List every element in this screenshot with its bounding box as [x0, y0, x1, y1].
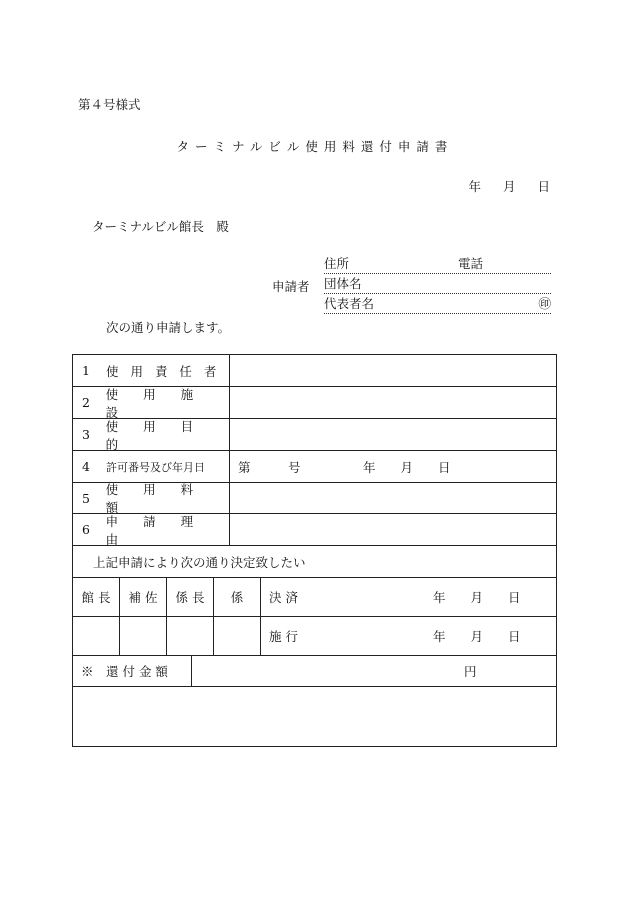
- stamp-box-staff[interactable]: [214, 617, 261, 655]
- row-value[interactable]: [230, 419, 556, 450]
- phone-label: 電話: [458, 256, 484, 271]
- intro-text: 次の通り申請します。: [106, 320, 231, 335]
- row-label: 使 用 施 設: [105, 386, 219, 420]
- row-value[interactable]: [230, 514, 556, 545]
- execution-label: 施 行: [269, 629, 298, 644]
- organization-label: 団体名: [324, 276, 362, 291]
- table-row: [73, 514, 556, 546]
- decision-text: 上記申請により次の通り決定致したい: [93, 554, 306, 570]
- row-value[interactable]: [230, 355, 556, 386]
- row-label-cell: [73, 514, 230, 545]
- application-table: [72, 354, 557, 747]
- row-label: 使 用 責 任 者: [106, 363, 221, 379]
- refund-amount-field[interactable]: [192, 656, 556, 686]
- row-label-cell: [73, 419, 230, 450]
- row-label: 申 請 理 由: [105, 513, 219, 547]
- row-value[interactable]: 第 号 年 月 日: [238, 459, 451, 475]
- row-number: 2: [82, 395, 90, 410]
- row-number: 6: [82, 522, 90, 537]
- address-field[interactable]: [324, 255, 551, 274]
- row-label: 使 用 料 額: [105, 482, 219, 515]
- row-label-cell: [73, 355, 230, 386]
- execution-date[interactable]: 年 月 日: [433, 629, 521, 644]
- form-title: ターミナルビル使用料還付申請書: [176, 139, 454, 154]
- table-row: [73, 483, 556, 514]
- table-row: [73, 451, 556, 483]
- row-value[interactable]: [230, 483, 556, 513]
- approval-header-row: [73, 578, 556, 617]
- representative-field[interactable]: [324, 295, 551, 314]
- form-number: 第４号様式: [78, 97, 141, 112]
- remarks-area[interactable]: [73, 687, 556, 746]
- address-label: 住所: [324, 256, 350, 271]
- applicant-label: 申請者: [272, 279, 310, 294]
- row-number: 3: [82, 427, 90, 442]
- approver-assistant: 補 佐: [120, 578, 167, 616]
- stamp-box-director[interactable]: [73, 617, 120, 655]
- row-label-cell: [73, 451, 230, 482]
- seal-mark: ㊞: [538, 296, 551, 311]
- settlement-cell: [261, 578, 556, 616]
- settlement-date[interactable]: 年 月 日: [433, 590, 521, 605]
- approver-chief: 係 長: [167, 578, 214, 616]
- yen-label: 円: [464, 664, 477, 679]
- stamp-box-chief[interactable]: [167, 617, 214, 655]
- row-value[interactable]: [230, 387, 556, 418]
- table-row: [73, 419, 556, 451]
- stamp-box-assistant[interactable]: [120, 617, 167, 655]
- application-date: 年 月 日: [468, 179, 550, 194]
- row-label: 使 用 目 的: [105, 418, 219, 452]
- approver-staff: 係: [214, 578, 261, 616]
- row-label-cell: [73, 387, 230, 418]
- decision-row: [73, 546, 556, 578]
- row-number: 4: [82, 459, 90, 474]
- settlement-label: 決 済: [269, 590, 298, 605]
- execution-cell: [261, 617, 556, 655]
- refund-row: [73, 656, 556, 687]
- row-number: 5: [82, 490, 90, 506]
- representative-label: 代表者名: [324, 296, 375, 311]
- table-row: [73, 387, 556, 419]
- organization-field[interactable]: [324, 275, 551, 294]
- addressee: ターミナルビル館長 殿: [92, 219, 229, 234]
- row-label: 許可番号及び年月日: [106, 460, 205, 474]
- row-label-cell: [73, 483, 230, 513]
- approver-director: 館 長: [73, 578, 120, 616]
- approval-stamp-row: [73, 617, 556, 656]
- row-number: 1: [82, 363, 90, 378]
- refund-label: ※ 還 付 金 額: [73, 656, 192, 686]
- table-row: [73, 355, 556, 387]
